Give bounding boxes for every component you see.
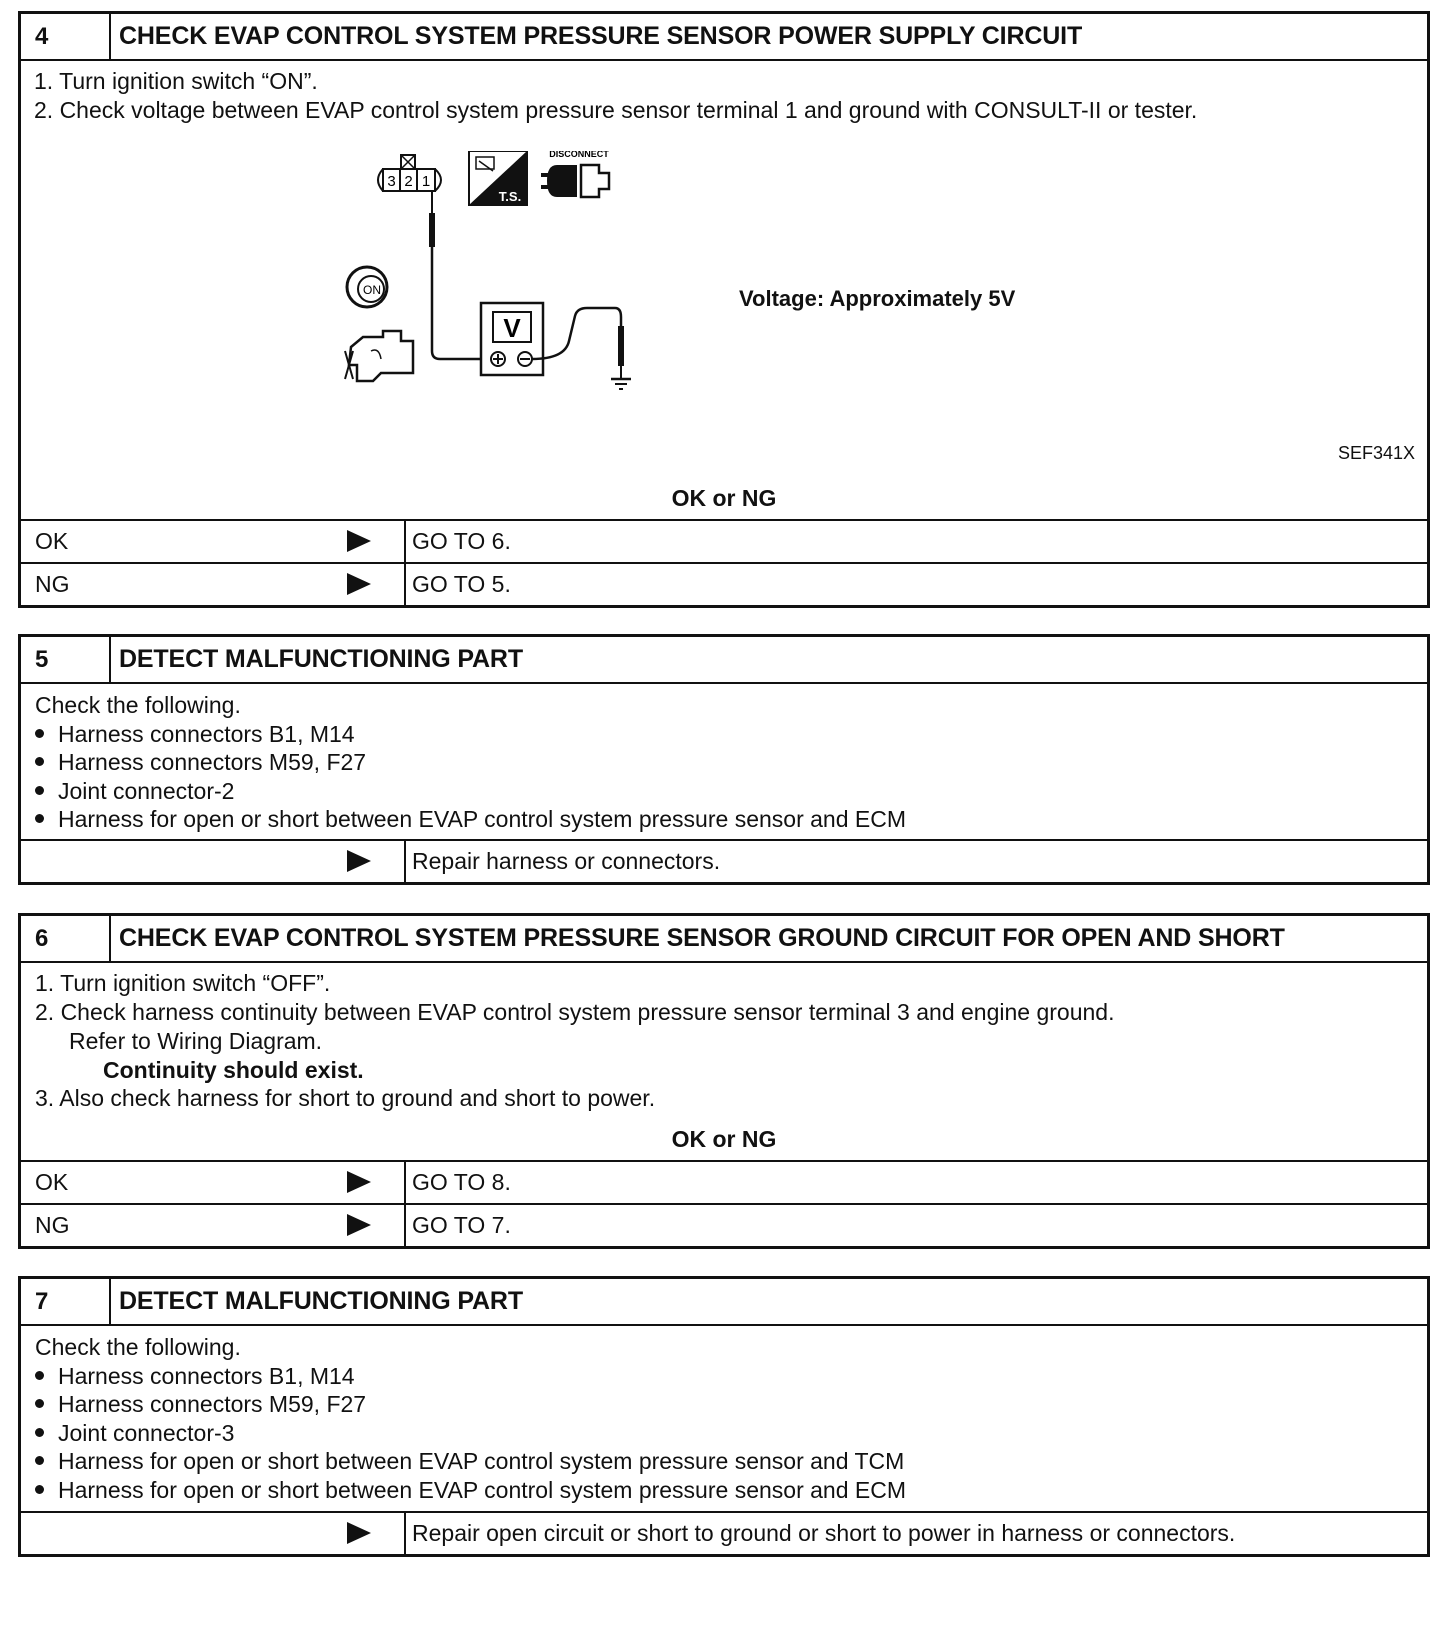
ok-or-ng-label: OK or NG [671, 485, 777, 511]
step-7-body [21, 1326, 1427, 1513]
voltmeter-icon [481, 303, 543, 375]
ts-label: T.S. [498, 189, 522, 204]
test-tool-icon [469, 151, 527, 205]
bullet-icon [35, 1456, 44, 1465]
list-item: Joint connector-2 [35, 777, 234, 806]
disconnect-icon [541, 151, 609, 197]
bullet-icon [35, 1399, 44, 1408]
ok-or-ng-label: OK or NG [671, 1126, 777, 1152]
step-number: 7 [21, 1279, 111, 1324]
step-6-box [18, 913, 1430, 1249]
check-intro: Check the following. [35, 692, 241, 718]
step-number: 6 [21, 916, 111, 961]
result-label: OK [35, 528, 69, 554]
voltage-spec: Voltage: Approximately 5V [739, 286, 1016, 311]
list-item: Harness connectors B1, M14 [35, 720, 355, 749]
figure-code: SEF341X [1337, 443, 1415, 463]
step-title: DETECT MALFUNCTIONING PART [119, 1287, 523, 1315]
engine-icon [345, 331, 413, 381]
list-item: Harness connectors M59, F27 [35, 748, 366, 777]
arrow-icon [347, 1171, 371, 1193]
disconnect-label: DISCONNECT [549, 151, 609, 159]
step-title: DETECT MALFUNCTIONING PART [119, 645, 523, 673]
result-row-ok [21, 521, 1427, 562]
step-title: CHECK EVAP CONTROL SYSTEM PRESSURE SENSOR GROUND CIRCUIT FOR OPEN AND SHORT [119, 924, 1285, 952]
list-item: Harness connectors M59, F27 [35, 1390, 366, 1419]
step-6-header [21, 916, 1427, 963]
list-item: Joint connector-3 [35, 1419, 234, 1448]
bullet-icon [35, 729, 44, 738]
step-title: CHECK EVAP CONTROL SYSTEM PRESSURE SENSOR POWER SUPPLY CIRCUIT [119, 22, 1083, 50]
list-item: Harness for open or short between EVAP control system pressure sensor and TCM [35, 1447, 904, 1476]
action-text: Repair harness or connectors. [412, 848, 721, 874]
ground-icon [611, 366, 631, 389]
meter-label: V [503, 313, 521, 343]
voltage-check-diagram [343, 151, 643, 497]
instruction-2: 2. Check harness continuity between EVAP control system pressure sensor terminal 3 and engine ground. [35, 999, 1115, 1025]
result-action: GO TO 5. [412, 571, 511, 597]
result-row-ng [21, 1203, 1427, 1246]
sensor-connector-icon [378, 155, 441, 191]
bullet-icon [35, 757, 44, 766]
step-5-box [18, 634, 1430, 885]
arrow-icon [347, 573, 371, 595]
instruction-3: 3. Also check harness for short to ground and short to power. [35, 1085, 656, 1111]
step-5-header [21, 637, 1427, 684]
list-item: Harness for open or short between EVAP control system pressure sensor and ECM [35, 805, 906, 834]
step-6-body [21, 963, 1427, 1162]
bullet-icon [35, 814, 44, 823]
step-number: 5 [21, 637, 111, 682]
result-row-ng [21, 562, 1427, 605]
bullet-icon [35, 786, 44, 795]
bullet-icon [35, 1371, 44, 1380]
result-action: GO TO 8. [412, 1169, 511, 1195]
result-label: OK [35, 1169, 69, 1195]
step-7-box [18, 1276, 1430, 1557]
action-text: Repair open circuit or short to ground or short to power in harness or connectors. [412, 1520, 1236, 1546]
result-label: NG [35, 1212, 70, 1238]
continuity-spec: Continuity should exist. [103, 1057, 364, 1083]
arrow-icon [347, 850, 371, 872]
probe-icon [429, 213, 435, 247]
bullet-icon [35, 1485, 44, 1494]
bullet-icon [35, 1428, 44, 1437]
list-item: Harness for open or short between EVAP control system pressure sensor and ECM [35, 1476, 906, 1505]
instruction-2-ref: Refer to Wiring Diagram. [69, 1028, 323, 1054]
arrow-icon [347, 530, 371, 552]
connector-pin-2: 2 [404, 173, 413, 190]
step-4-header [21, 14, 1427, 61]
instruction-2: 2. Check voltage between EVAP control system pressure sensor terminal 1 and ground with CONSULT-II or tester. [34, 97, 1198, 123]
action-row [21, 841, 1427, 882]
connector-pin-1: 1 [421, 173, 431, 190]
result-row-ok [21, 1162, 1427, 1203]
step-4-box [18, 11, 1430, 608]
instruction-1: 1. Turn ignition switch “OFF”. [35, 970, 331, 996]
connector-pin-3: 3 [387, 173, 396, 190]
step-5-body [21, 684, 1427, 841]
ignition-on-label: ON [363, 283, 381, 297]
result-action: GO TO 7. [412, 1212, 511, 1238]
ignition-key-icon [347, 267, 387, 307]
step-number: 4 [21, 14, 111, 59]
arrow-icon [347, 1522, 371, 1544]
step-7-header [21, 1279, 1427, 1326]
ground-probe-icon [618, 326, 624, 366]
result-action: GO TO 6. [412, 528, 511, 554]
result-label: NG [35, 571, 70, 597]
list-item: Harness connectors B1, M14 [35, 1362, 355, 1391]
check-intro: Check the following. [35, 1334, 241, 1360]
arrow-icon [347, 1214, 371, 1236]
instruction-1: 1. Turn ignition switch “ON”. [34, 68, 318, 94]
step-4-body [21, 61, 1427, 521]
action-row [21, 1513, 1427, 1554]
